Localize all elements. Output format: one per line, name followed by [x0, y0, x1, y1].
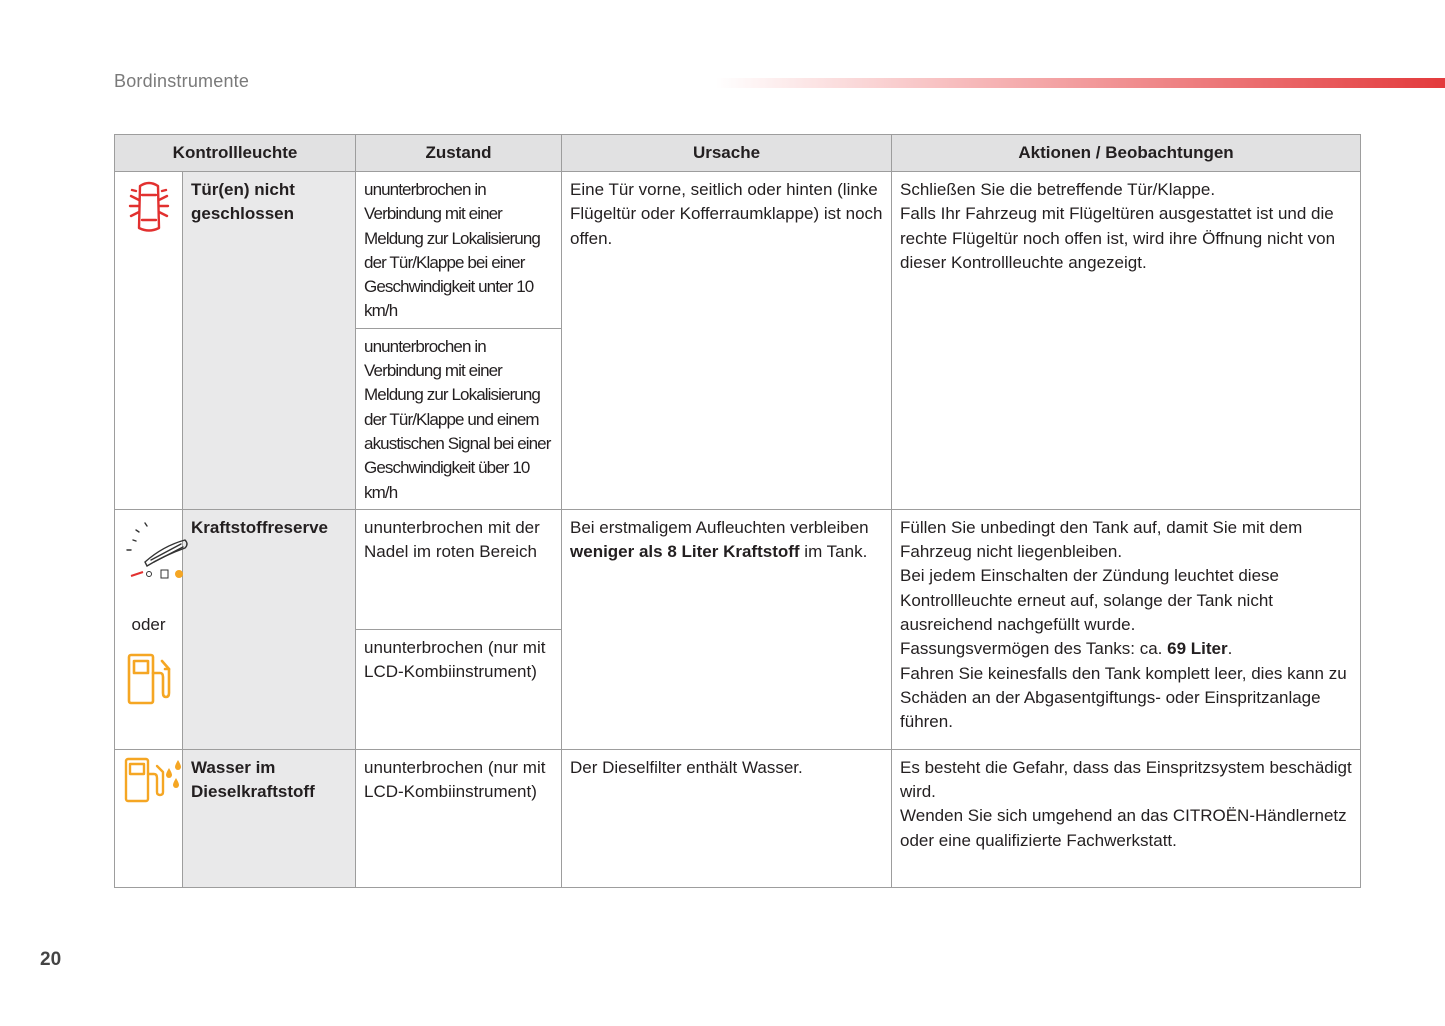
door-action-note: Falls Ihr Fahrzeug mit Flügeltüren ausgestattet ist und die rechte Flügeltür noch offen ist, wird ihre Öffnung nicht von dieser Kontrollleuchte angezeigt.	[900, 204, 1336, 272]
fuel-cause-suffix: im Tank.	[799, 542, 868, 562]
fuel-action-ignition: Bei jedem Einschalten der Zündung leuchtet diese Kontrollleuchte erneut auf, solange der Tank nicht ausreichend nachgefüllt wurde.	[900, 566, 1279, 635]
fuel-action-refill: Füllen Sie unbedingt den Tank auf, damit Sie mit dem Fahrzeug nicht liegenbleiben.	[900, 517, 1303, 562]
fuel-capacity-suffix: .	[1227, 639, 1233, 659]
fuel-light-name: Kraftstoffreserve	[183, 509, 356, 749]
header-accent-bar	[715, 78, 1445, 88]
fuel-pump-icon	[125, 651, 173, 707]
fuel-actions	[892, 509, 1361, 749]
table-row	[115, 749, 1361, 887]
fuel-cause-prefix: Bei erstmaligem Aufleuchten verbleiben	[570, 517, 869, 537]
column-header-zustand: Zustand	[356, 135, 562, 172]
door-state-low-speed: ununterbrochen in Verbindung mit einer Meldung zur Lokalisierung der Tür/Klappe bei einer Geschwindigkeit unter 10 km/h	[356, 172, 562, 329]
column-header-ursache: Ursache	[562, 135, 892, 172]
fuel-cause	[562, 509, 892, 749]
door-cause: Eine Tür vorne, seitlich oder hinten (linke Flügeltür oder Kofferraumklappe) ist noch offen.	[562, 172, 892, 510]
table-header-row	[115, 135, 1361, 172]
water-light-name: Wasser im Dieselkraftstoff	[183, 749, 356, 887]
icon-alternative-label: oder	[131, 615, 166, 635]
door-actions	[892, 172, 1361, 510]
fuel-state-lcd: ununterbrochen (nur mit LCD-Kombiinstrument)	[356, 629, 562, 749]
column-header-kontrollleuchte: Kontrollleuchte	[115, 135, 356, 172]
column-header-aktionen: Aktionen / Beobachtungen	[892, 135, 1361, 172]
door-icon-cell	[115, 172, 183, 510]
page-number: 20	[40, 949, 62, 970]
water-cause: Der Dieselfilter enthält Wasser.	[562, 749, 892, 887]
fuel-capacity-value: 69 Liter	[1167, 639, 1228, 659]
table-row	[115, 172, 1361, 329]
water-action-contact: Wenden Sie sich umgehend an das CITROËN-Händlernetz oder eine qualifizierte Fachwerkstatt.	[900, 806, 1347, 850]
water-in-diesel-icon	[123, 756, 183, 806]
fuel-action-capacity	[900, 637, 1352, 661]
table-row	[115, 509, 1361, 629]
water-actions	[892, 749, 1361, 887]
fuel-icon-cell	[115, 509, 183, 749]
warning-lights-table	[114, 134, 1361, 888]
section-title: Bordinstrumente	[114, 71, 250, 91]
car-door-open-icon	[126, 178, 172, 238]
fuel-gauge-needle-icon	[123, 516, 189, 596]
fuel-state-needle: ununterbrochen mit der Nadel im roten Bereich	[356, 509, 562, 629]
fuel-cause-highlight: weniger als 8 Liter Kraftstoff	[570, 542, 800, 562]
fuel-capacity-prefix: Fassungsvermögen des Tanks: ca.	[900, 639, 1168, 659]
water-icon-cell	[115, 749, 183, 887]
water-action-risk: Es besteht die Gefahr, dass das Einspritzsystem beschädigt wird.	[900, 757, 1352, 802]
door-state-high-speed: ununterbrochen in Verbindung mit einer Meldung zur Lokalisierung der Tür/Klappe und einem akustischen Signal bei einer Geschwindigkeit über 10 km/h	[356, 328, 562, 509]
fuel-action-warning: Fahren Sie keinesfalls den Tank komplett leer, dies kann zu Schäden an der Abgasentgiftungs- oder Einspritzanlage führen.	[900, 663, 1347, 732]
water-state: ununterbrochen (nur mit LCD-Kombiinstrument)	[356, 749, 562, 887]
door-light-name: Tür(en) nicht geschlossen	[183, 172, 356, 510]
door-action-close: Schließen Sie die betreffende Tür/Klappe.	[900, 180, 1216, 199]
